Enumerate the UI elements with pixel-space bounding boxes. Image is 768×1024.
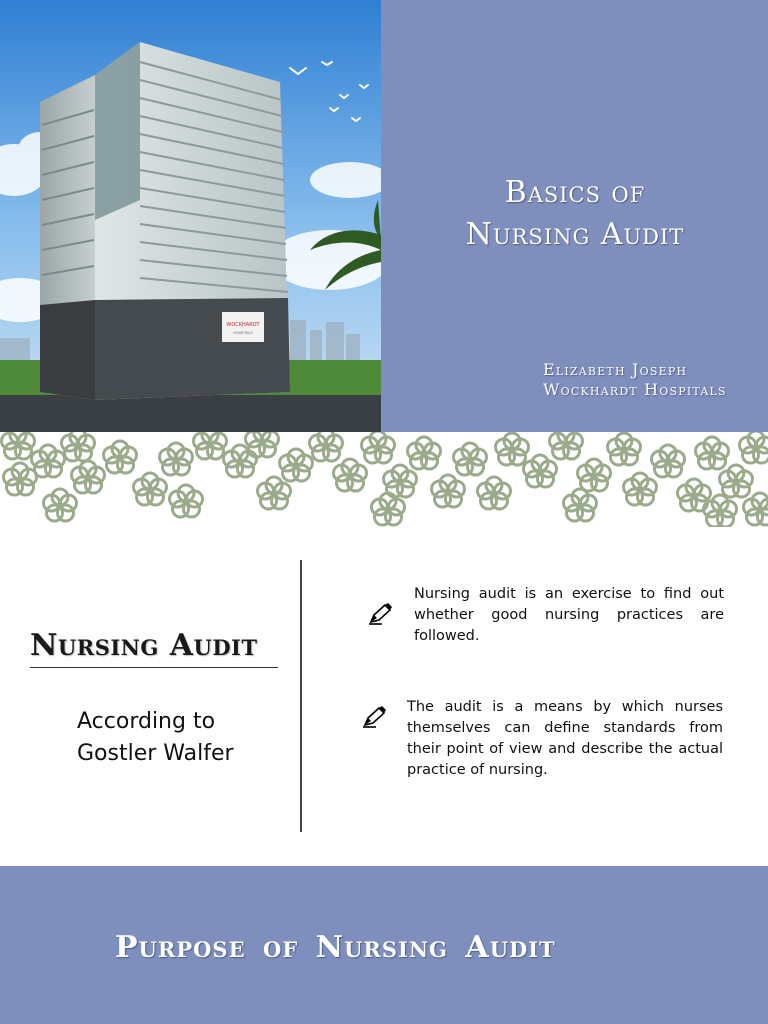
hospital-building-photo xyxy=(0,0,381,432)
author-info xyxy=(543,360,727,400)
attribution xyxy=(77,706,234,770)
floral-border-decoration xyxy=(0,432,768,527)
pen-icon xyxy=(362,705,388,729)
attribution-line-1: According to xyxy=(77,709,216,734)
bullet-text: The audit is a means by which nurses themselves can define standards from their point of view and describe the actual practice of nursing. xyxy=(407,699,723,778)
title-underline xyxy=(30,667,278,668)
building-sign: WOCKHARDT xyxy=(226,322,260,328)
presentation-title xyxy=(420,172,730,256)
purpose-slide xyxy=(0,866,768,1024)
bullet-text: Nursing audit is an exercise to find out whether good nursing practices are followed. xyxy=(414,586,724,644)
building-sign-sub: HOSPITALS xyxy=(233,331,253,335)
author-name: Elizabeth Joseph xyxy=(543,360,688,379)
bullet-item xyxy=(368,584,724,647)
slide-title: Purpose of Nursing Audit xyxy=(115,930,556,965)
author-organization: Wockhardt Hospitals xyxy=(543,380,727,399)
bullet-item xyxy=(362,697,723,781)
title-line-1: Basics of xyxy=(504,175,646,210)
title-line-2: Nursing Audit xyxy=(465,217,685,252)
vertical-divider xyxy=(300,560,302,832)
pen-icon xyxy=(368,602,394,626)
title-slide xyxy=(0,0,768,432)
slide-title: Nursing Audit xyxy=(30,628,258,663)
definition-slide xyxy=(0,432,768,866)
attribution-line-2: Gostler Walfer xyxy=(77,741,234,766)
